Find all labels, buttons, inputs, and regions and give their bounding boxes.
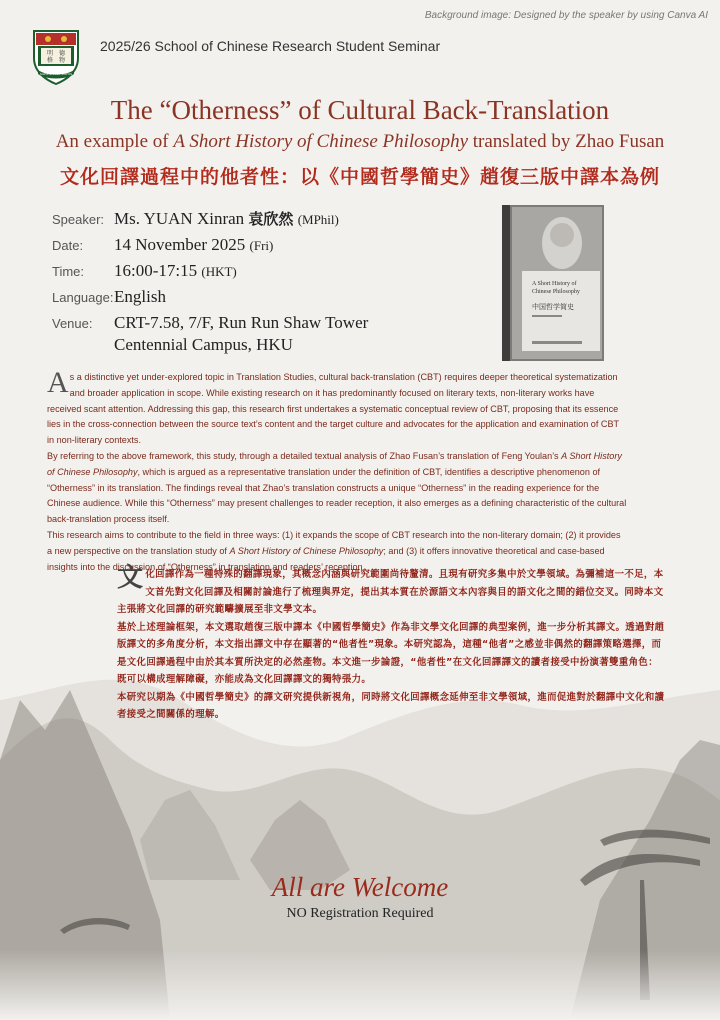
abstract-en-p2-text-a: By referring to the above framework, this study, through a detailed textual analysis of Zhao Fusan’s translation of Feng Youlan’s — [47, 450, 562, 461]
abstract-en-p2-text-b: , which is argued as a representative translation under the definition of CBT, identifies a descriptive phenomenon of “Otherness” in its translation. The findings reveal that Zhao’s translation constructs a unique “Otherness” in the reading experience for the Chinese audience. While this “Otherness” may present challenges to reader reception, it also emerges as a defining characteristic of the cultural back-translation process itself. — [47, 466, 627, 525]
speaker-value — [114, 208, 339, 231]
venue-line-2: Centennial Campus, HKU — [114, 335, 293, 354]
abstract-en-p1-text: s a distinctive yet under-explored topic in Translation Studies, cultural back-translation (CBT) requires deeper theoretical systematization and broader application in scope. While existing research on it has predominantly focused on literary texts, non-literary works have received scant attention. Addressing this gap, this research first undertakes a systematic conceptual review of CBT, proposing that its essence lies in the cross-connection between the source text’s content and the target culture and advocates for the application and examination of CBT in non-literary contexts. — [47, 372, 619, 446]
chinese-title: 文化回譯過程中的他者性：以《中國哲學簡史》趙復三版中譯本為例 — [59, 166, 660, 188]
svg-text:格: 格 — [46, 57, 54, 64]
book-title-zh: 中国哲学简史 — [532, 303, 574, 311]
event-subtitle — [0, 131, 720, 153]
subtitle-book-title: A Short History of Chinese Philosophy — [173, 131, 469, 152]
language-label: Language: — [52, 290, 114, 305]
speaker-degree: (MPhil) — [297, 212, 339, 227]
book-title-en-1: A Short History of — [532, 281, 577, 287]
venue-value — [114, 312, 368, 356]
venue-label: Venue: — [52, 316, 93, 331]
date-day: (Fri) — [249, 238, 274, 253]
subtitle-suffix: translated by Zhao Fusan — [468, 131, 665, 152]
abstract-en-paragraph-1 — [47, 366, 627, 449]
speaker-name: Ms. YUAN Xinran — [114, 209, 245, 228]
svg-text:德: 德 — [58, 50, 66, 57]
svg-text:SAPIENTIA ET VIRTUS: SAPIENTIA ET VIRTUS — [40, 72, 72, 76]
abstract-zh-paragraph-3: 本研究以期為《中國哲學簡史》的譯文研究提供新視角，同時將文化回譯概念延伸至非文學領域，進而促進對於翻譯中文化和讀者接受之間關係的理解。 — [117, 691, 665, 720]
time-value — [114, 260, 237, 283]
abstract-en-p3-text-a: This research aims to contribute to the field in three ways: (1) it expands the scope of CBT research into the non-literary domain; (2) it provides a new perspective on the translation study of — [47, 529, 621, 556]
svg-text:明: 明 — [46, 50, 54, 57]
hku-crest-logo — [30, 28, 82, 86]
abstract-en-p2-book: A Short History of Chinese Philosophy — [47, 450, 622, 477]
time-text: 16:00-17:15 — [114, 261, 198, 280]
all-welcome-text: All are Welcome — [271, 872, 449, 902]
date-row — [52, 234, 452, 260]
abstract-zh-paragraph-1 — [117, 563, 665, 619]
speaker-chinese-name: 袁欣然 — [248, 210, 294, 228]
event-details — [52, 208, 452, 356]
time-zone: (HKT) — [201, 264, 237, 279]
date-label: Date: — [52, 238, 84, 253]
abstract-zh-dropcap: 文 — [117, 563, 144, 593]
abstract-zh-paragraph-2: 基於上述理論框架，本文選取趙復三版中譯本《中國哲學簡史》作為非文學文化回譯的典型案例，進一步分析其譯文。透過對趙版譯文的多角度分析，本文指出譯文中存在顯著的“他者性”現象。本研究認為，這種“他者”之感並非偶然的翻譯策略選擇，而是文化回譯過程中由於其本質所決定的必然產物。本文進一步論證，“他者性”在文化回譯譯文的讀者接受中扮演著雙重角色：既可以構成理解障礙，亦能成為文化回譯譯文的獨特張力。 — [117, 621, 665, 685]
time-label: Time: — [52, 264, 85, 279]
book-cover-image — [502, 205, 604, 361]
background-credit: Background image: Designed by the speaker by using Canva AI — [424, 10, 708, 21]
speaker-label: Speaker: — [52, 212, 105, 227]
abstract-en-p3-book: A Short History of Chinese Philosophy — [229, 545, 384, 556]
subtitle-prefix: An example of — [55, 131, 174, 152]
english-abstract — [47, 366, 627, 575]
date-text: 14 November 2025 — [114, 235, 246, 254]
event-title: The “Otherness” of Cultural Back-Translation — [110, 95, 610, 125]
book-title-en-2: Chinese Philosophy — [532, 289, 580, 295]
venue-line-1: CRT-7.58, 7/F, Run Run Shaw Tower — [114, 313, 369, 332]
seminar-series-title: 2025/26 School of Chinese Research Student Seminar — [100, 38, 441, 54]
chinese-abstract — [117, 563, 665, 724]
abstract-zh-p1-text: 化回譯作為一種特殊的翻譯現象，其概念內涵與研究範圍尚待釐清。且現有研究多集中於文學領域。為彌補這一不足，本文首先對文化回譯及相關討論進行了梳理與界定，提出其本質在於源語文本內容與目的語文化之間的錯位交叉。同時本文主張將文化回譯的研究範疇擴展至非文學文本。 — [117, 569, 664, 615]
abstract-en-paragraph-2 — [47, 449, 627, 528]
no-registration-text: NO Registration Required — [286, 906, 434, 921]
venue-row — [52, 312, 452, 356]
date-value — [114, 234, 273, 257]
language-value: English — [114, 287, 166, 306]
abstract-en-dropcap: A — [47, 366, 69, 399]
svg-text:物: 物 — [58, 57, 66, 64]
abstract-en-p3-text-b: ; and (3) it offers innovative theoretical and case-based insights into the discussion of “Otherness” in translation and readers’ reception. — [47, 545, 605, 572]
language-row — [52, 286, 452, 312]
time-row — [52, 260, 452, 286]
speaker-row — [52, 208, 452, 234]
